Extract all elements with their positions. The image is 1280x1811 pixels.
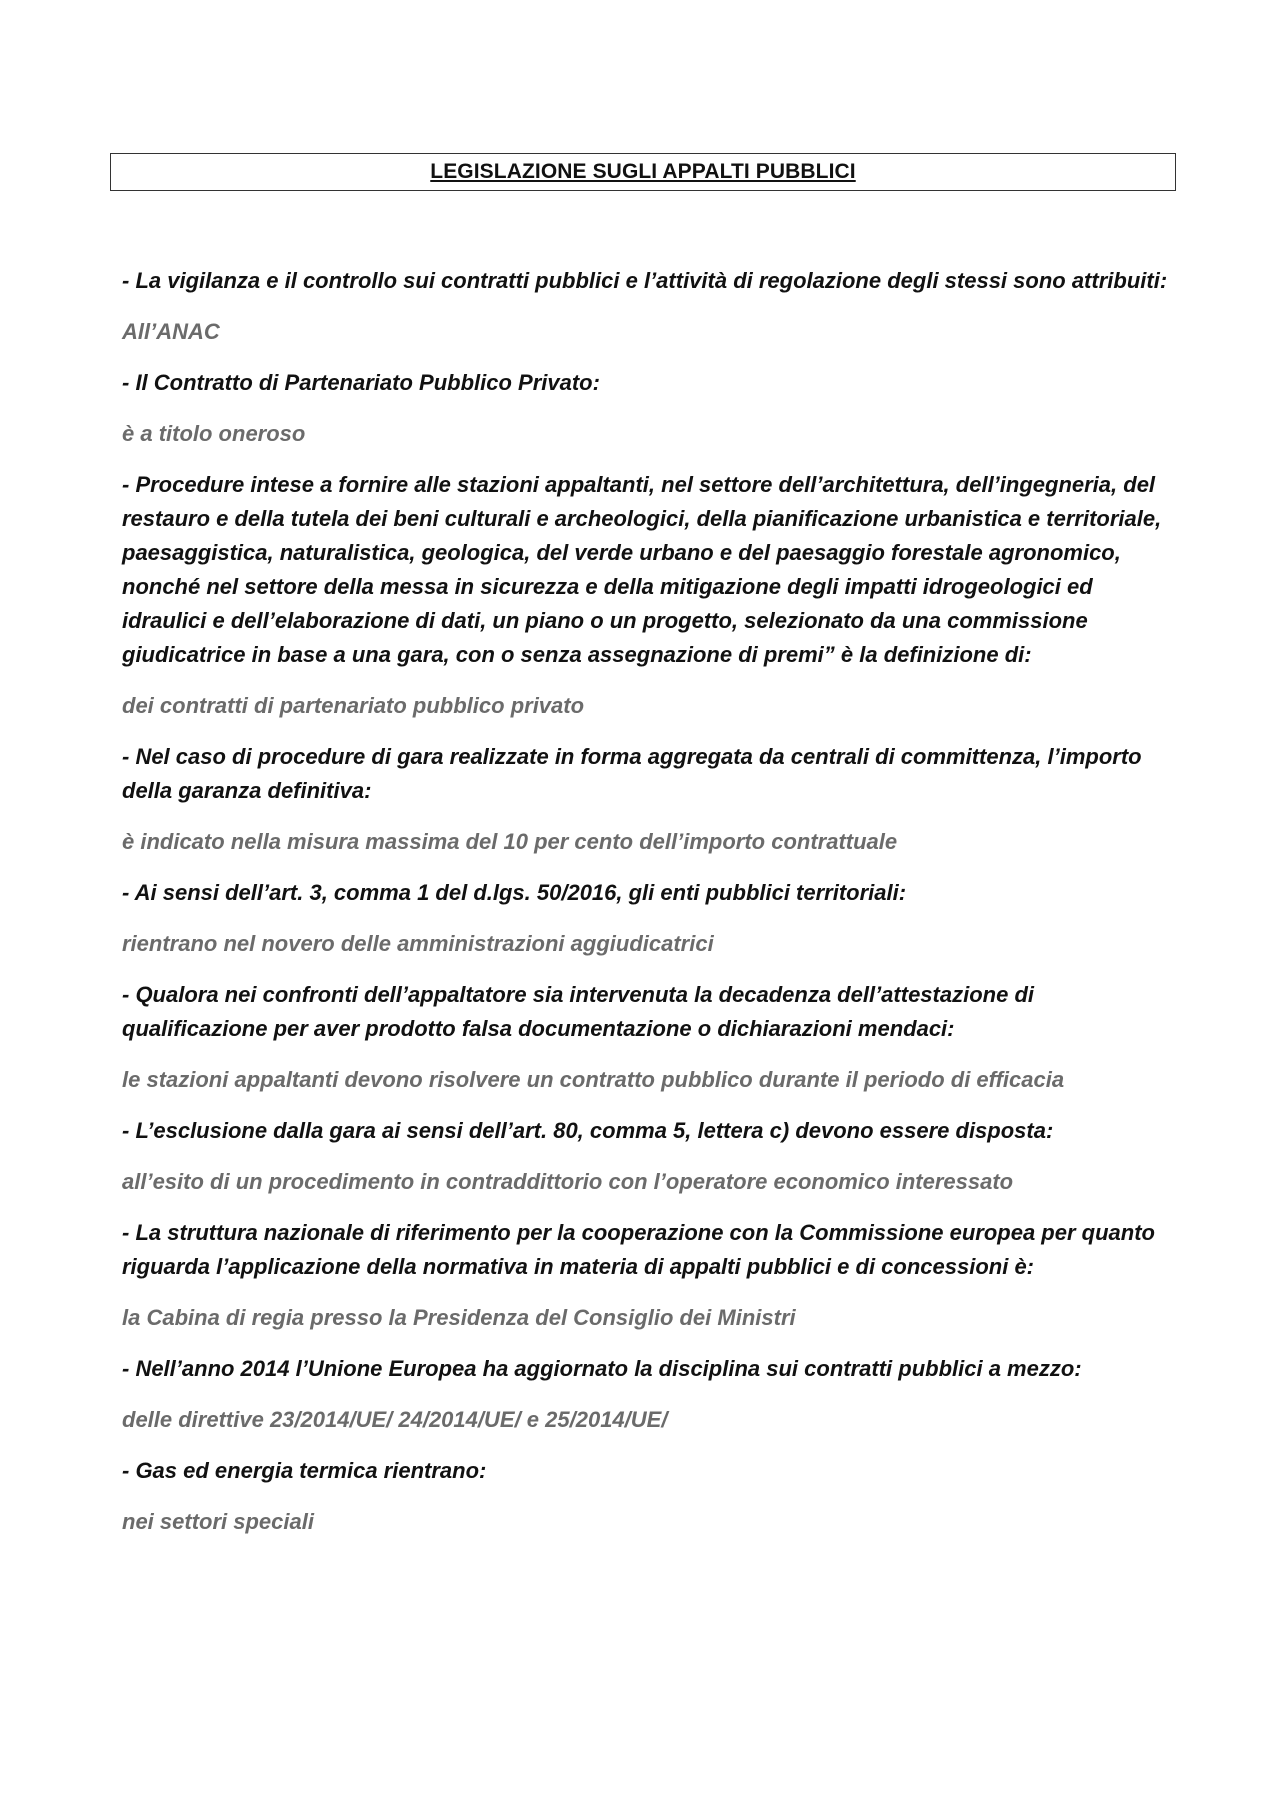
answer-text: le stazioni appaltanti devono risolvere un contratto pubblico durante il periodo di efficacia xyxy=(122,1067,1065,1092)
answer-text: All’ANAC xyxy=(122,319,220,344)
page-title: LEGISLAZIONE SUGLI APPALTI PUBBLICI xyxy=(430,160,856,183)
qa-item-9 xyxy=(122,1352,1182,1437)
qa-item-7 xyxy=(122,1114,1182,1199)
answer-text: rientrano nel novero delle amministrazioni aggiudicatrici xyxy=(122,931,714,956)
question-text: - La struttura nazionale di riferimento per la cooperazione con la Commissione europea per quanto riguarda l’applicazione della normativa in materia di appalti pubblici e di concessioni è: xyxy=(122,1220,1155,1279)
question-text: - L’esclusione dalla gara ai sensi dell’art. 80, comma 5, lettera c) devono essere disposta: xyxy=(122,1118,1054,1143)
answer-text: all’esito di un procedimento in contraddittorio con l’operatore economico interessato xyxy=(122,1169,1014,1194)
qa-item-5 xyxy=(122,876,1182,961)
question-text: - Ai sensi dell’art. 3, comma 1 del d.lgs. 50/2016, gli enti pubblici territoriali: xyxy=(122,880,907,905)
qa-item-10 xyxy=(122,1454,1182,1539)
qa-item-3 xyxy=(122,468,1182,723)
title-box xyxy=(110,153,1176,191)
question-text: - Gas ed energia termica rientrano: xyxy=(122,1458,487,1483)
qa-item-8 xyxy=(122,1216,1182,1335)
answer-text: è a titolo oneroso xyxy=(122,421,306,446)
qa-item-2 xyxy=(122,366,1182,451)
answer-text: dei contratti di partenariato pubblico privato xyxy=(122,693,585,718)
answer-text: la Cabina di regia presso la Presidenza del Consiglio dei Ministri xyxy=(122,1305,796,1330)
question-text: - La vigilanza e il controllo sui contratti pubblici e l’attività di regolazione degli stessi sono attribuiti: xyxy=(122,268,1168,293)
question-text: - Il Contratto di Partenariato Pubblico Privato: xyxy=(122,370,600,395)
qa-item-4 xyxy=(122,740,1182,859)
qa-list xyxy=(122,264,1182,1556)
question-text: - Qualora nei confronti dell’appaltatore sia intervenuta la decadenza dell’attestazione di qualificazione per aver prodotto falsa documentazione o dichiarazioni mendaci: xyxy=(122,982,1034,1041)
question-text: - Nell’anno 2014 l’Unione Europea ha aggiornato la disciplina sui contratti pubblici a mezzo: xyxy=(122,1356,1082,1381)
answer-text: è indicato nella misura massima del 10 per cento dell’importo contrattuale xyxy=(122,829,898,854)
answer-text: delle direttive 23/2014/UE/ 24/2014/UE/ e 25/2014/UE/ xyxy=(122,1407,668,1432)
question-text: - Procedure intese a fornire alle stazioni appaltanti, nel settore dell’architettura, dell’ingegneria, del restauro e della tutela dei beni culturali e archeologici, della pianificazione urbanistica e territoriale, paesaggistica, naturalistica, geologica, del verde urbano e del paesaggio forestale agronomico, nonché nel settore della messa in sicurezza e della mitigazione degli impatti idrogeologici ed idraulici e dell’elaborazione di dati, un piano o un progetto, selezionato da una commissione giudicatrice in base a una gara, con o senza assegnazione di premi” è la definizione di: xyxy=(122,472,1162,667)
qa-item-6 xyxy=(122,978,1182,1097)
question-text: - Nel caso di procedure di gara realizzate in forma aggregata da centrali di committenza, l’importo della garanza definitiva: xyxy=(122,744,1142,803)
answer-text: nei settori speciali xyxy=(122,1509,314,1534)
qa-item-1 xyxy=(122,264,1182,349)
